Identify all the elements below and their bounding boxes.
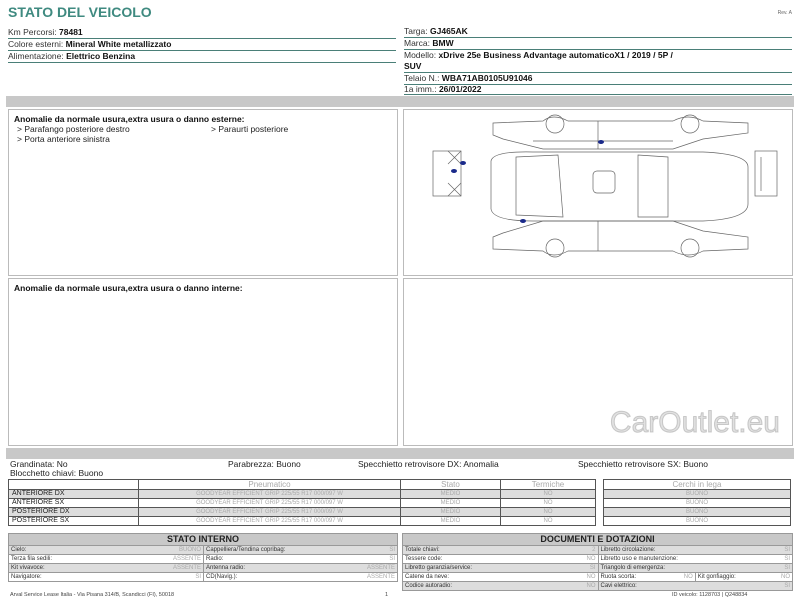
- watermark-logo: CarOutlet.eu: [609, 406, 780, 439]
- targa-row: Targa: GJ465AK: [404, 26, 792, 38]
- field-value: NO: [781, 574, 790, 580]
- field-value: ASSENTE: [366, 565, 395, 571]
- damage-item: > Porta anteriore sinistra: [17, 134, 110, 144]
- field-value: 2: [592, 547, 596, 553]
- car-side-right: [493, 117, 748, 149]
- page-number: 1: [385, 592, 389, 598]
- field-row: [203, 563, 397, 572]
- car-front-view: [433, 151, 461, 196]
- field-row: [9, 545, 203, 554]
- field-value: SI: [589, 565, 596, 571]
- marca-row: Marca: BMW: [404, 38, 792, 50]
- interior-heading: Anomalie da normale usura,extra usura o danno interne:: [14, 283, 243, 293]
- stato-interno-section: [8, 533, 398, 582]
- modello-row: Modello: xDrive 25e Business Advantage automaticoX1 / 2019 / 5P /: [404, 50, 673, 60]
- damage-marker: [520, 219, 526, 223]
- field-label: Codice autoradio:: [405, 583, 453, 589]
- interior-damage-box: [8, 278, 398, 446]
- field-label: Kit vivavoce:: [11, 565, 45, 571]
- field-label: Terza fila sedili:: [11, 556, 53, 562]
- field-row: [598, 545, 793, 554]
- field-value: SI: [784, 556, 790, 562]
- field-label: Libretto uso e manutenzione:: [600, 556, 678, 562]
- damage-marker: [451, 169, 457, 173]
- field-value: NO: [586, 574, 596, 580]
- field-label: Totale chiavi:: [405, 547, 440, 553]
- exterior-heading: Anomalie da normale usura,extra usura o danno esterne:: [14, 114, 245, 124]
- field-row: [403, 545, 598, 554]
- blocchetto-chiavi: Blocchetto chiavi: Buono: [10, 468, 104, 478]
- field-label: Libretto garanzia/service:: [405, 565, 473, 571]
- field-row: [598, 581, 793, 590]
- field-row: [9, 563, 203, 572]
- field-label: Navigatore:: [11, 574, 42, 580]
- modello-row-cont: SUV: [404, 61, 792, 73]
- field-value: SI: [195, 574, 201, 580]
- revision: Rev. A: [777, 10, 792, 16]
- page-title: STATO DEL VEICOLO: [8, 4, 152, 20]
- field-value: BUONO: [178, 547, 201, 553]
- footer-id: ID veicolo: 1128703 | Q248834: [672, 592, 748, 598]
- field-value: NO: [683, 574, 693, 580]
- field-row: [203, 554, 397, 563]
- table-row: ANTERIORE DX GOODYEAR EFFICIENT GRIP 225/55 R17 000/097 W MEDIO NO: [9, 490, 596, 499]
- car-side-left: [493, 221, 748, 255]
- alimentazione-row: Alimentazione: Elettrico Benzina: [8, 51, 396, 63]
- damage-marker: [598, 140, 604, 144]
- car-damage-diagram: [403, 109, 793, 276]
- field-row: [695, 572, 792, 581]
- field-row: [598, 554, 793, 563]
- field-value: ASSENTE: [172, 565, 201, 571]
- field-value: NO: [586, 556, 596, 562]
- car-rear-view: [755, 151, 777, 196]
- km-row: Km Percorsi: 78481: [8, 27, 396, 39]
- car-diagram-box: [403, 109, 793, 276]
- specchietto-dx: Specchietto retrovisore DX: Anomalia: [358, 459, 499, 469]
- documenti-section: [402, 533, 793, 591]
- field-value: SI: [784, 565, 790, 571]
- imm-row: 1a imm.: 26/01/2022: [404, 84, 792, 95]
- field-label: Catene da neve:: [405, 574, 450, 580]
- table-row: ANTERIORE SX GOODYEAR EFFICIENT GRIP 225/55 R17 000/097 W MEDIO NO: [9, 499, 596, 508]
- rims-table: Cerchi in lega BUONO BUONO BUONO BUONO: [603, 479, 791, 526]
- damage-item: > Parafango posteriore destro: [17, 124, 130, 134]
- field-label: Cielo:: [11, 547, 27, 553]
- field-row: [9, 554, 203, 563]
- field-row: [403, 563, 598, 572]
- field-label: Triangolo di emergenza:: [600, 565, 665, 571]
- damage-item: > Paraurti posteriore: [211, 124, 289, 134]
- field-label: CD(Navig.):: [206, 574, 238, 580]
- field-value: ASSENTE: [366, 574, 395, 580]
- field-row: [203, 572, 397, 581]
- table-row: POSTERIORE SX GOODYEAR EFFICIENT GRIP 225/55 R17 000/097 W MEDIO NO: [9, 517, 596, 526]
- damage-marker: [460, 161, 466, 165]
- field-row: [598, 563, 793, 572]
- field-value: SI: [389, 556, 395, 562]
- parabrezza: Parabrezza: Buono: [228, 459, 301, 469]
- field-row: [598, 572, 695, 581]
- field-row: [203, 545, 397, 554]
- field-label: Tessere code:: [405, 556, 443, 562]
- section-title: DOCUMENTI E DOTAZIONI: [403, 534, 792, 545]
- field-label: Cappelliera/Tendina copribag:: [206, 547, 286, 553]
- field-value: ASSENTE: [172, 556, 201, 562]
- car-top-view: [491, 152, 748, 221]
- section-divider: [6, 96, 794, 107]
- field-value: NO: [586, 583, 596, 589]
- field-label: Radio:: [206, 556, 224, 562]
- exterior-damage-box: [8, 109, 398, 276]
- section-divider: [6, 448, 794, 459]
- empty-box: [403, 278, 793, 446]
- field-value: SI: [784, 583, 790, 589]
- field-row: [9, 572, 203, 581]
- telaio-row: Telaio N.: WBA71AB0105U91046: [404, 73, 792, 85]
- field-label: Antenna radio:: [206, 565, 246, 571]
- colore-row: Colore esterni: Mineral White metallizzato: [8, 39, 396, 51]
- specchietto-sx: Specchietto retrovisore SX: Buono: [578, 459, 708, 469]
- field-row: [403, 581, 598, 590]
- field-label: Cavi elettrico:: [600, 583, 637, 589]
- field-label: Kit gonfiaggio:: [697, 574, 736, 580]
- footer-address: Arval Service Lease Italia - Via Pisana 314/B, Scandicci (FI), 50018: [10, 592, 175, 598]
- field-value: SI: [389, 547, 395, 553]
- field-label: Libretto circolazione:: [600, 547, 656, 553]
- table-row: POSTERIORE DX GOODYEAR EFFICIENT GRIP 225/55 R17 000/097 W MEDIO NO: [9, 508, 596, 517]
- field-label: Ruota scorta:: [600, 574, 637, 580]
- field-value: SI: [784, 547, 790, 553]
- section-title: STATO INTERNO: [9, 534, 397, 545]
- field-row: [403, 572, 598, 581]
- tyres-table: Pneumatico Stato Termiche ANTERIORE DX GOODYEAR EFFICIENT GRIP 225/55 R17 000/097 W MEDIO NO ANTERIORE SX GOODYEAR EFFICIENT GRIP 225/55 R17 000/097 W MEDIO NO POSTERIORE DX GOODYEAR EFFICIENT GRIP 225/55 R17 000/097 W MEDIO NO POSTERIORE SX GOODYEAR EFFICIENT GRIP 225/55 R17 000/097 W MEDIO NO: [8, 479, 596, 526]
- grandinata: Grandinata: No: [10, 459, 68, 469]
- field-row: [403, 554, 598, 563]
